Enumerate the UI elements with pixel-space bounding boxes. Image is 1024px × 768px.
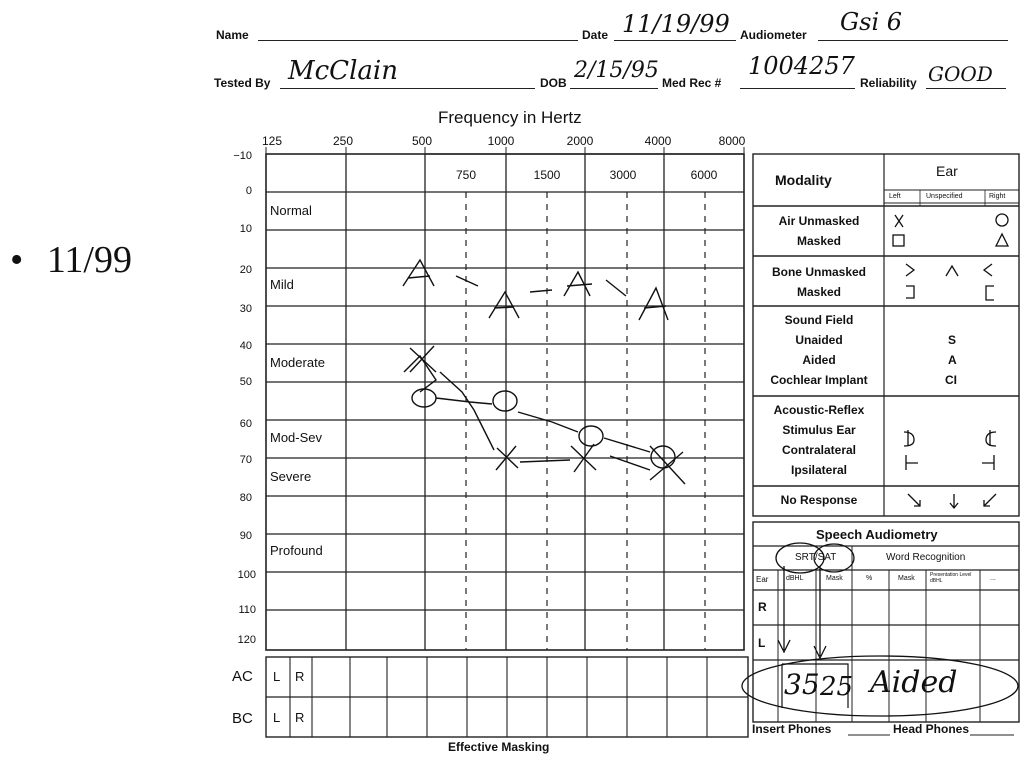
freq-label-750: 750: [455, 168, 477, 182]
dob-value: 2/15/95: [574, 58, 659, 83]
db-label-20: 20: [239, 264, 252, 276]
tested-by-value: McClain: [288, 56, 398, 86]
legend-contralateral: Contralateral: [781, 443, 857, 457]
legend-reflex-ipsi-right-icon: [982, 455, 994, 470]
speech-sat-value: 25: [820, 672, 854, 702]
freq-label-2000: 2000: [566, 134, 594, 148]
speech-col-ear: Ear: [756, 575, 769, 584]
head-phones-label: Head Phones: [893, 722, 970, 736]
bc-r-label: R: [295, 710, 305, 725]
aided-marks: [403, 260, 668, 320]
effective-masking-label: Effective Masking: [448, 740, 550, 754]
legend-square-icon: [893, 235, 904, 246]
audiometer-label: Audiometer: [740, 28, 807, 42]
legend-bone-masked: Masked: [796, 285, 842, 299]
speech-srt-value: 35: [784, 668, 820, 701]
db-label-m10: −10: [233, 150, 252, 162]
name-label: Name: [216, 28, 249, 42]
dob-label: DOB: [540, 76, 567, 90]
legend-sound-field: Sound Field: [784, 313, 854, 327]
legend-circle-icon: [996, 214, 1008, 226]
legend-noresp-right-icon: [984, 494, 996, 506]
date-value: 11/19/99: [622, 10, 730, 38]
legend-bone-masked-right-icon: [986, 286, 994, 300]
legend-modality: Modality: [775, 172, 832, 188]
legend-bone-masked-left-icon: [906, 286, 914, 298]
ac-l-label: L: [273, 669, 281, 684]
legend-aided: Aided: [802, 353, 836, 367]
db-label-80: 80: [239, 492, 252, 504]
db-label-40: 40: [239, 340, 252, 352]
db-label-10: 10: [239, 223, 252, 235]
legend-no-response: No Response: [780, 493, 858, 507]
grid-h-lines: [266, 192, 744, 610]
legend-x-icon: [895, 215, 903, 227]
legend-bone-left-icon: [906, 264, 914, 276]
speech-col-pres: Presentation Level dBHL: [930, 572, 972, 584]
speech-row-l: L: [758, 636, 766, 650]
speech-col-last: ...: [990, 575, 996, 582]
speech-word-recognition: Word Recognition: [886, 552, 966, 563]
legend-reflex-contra-left-icon: [904, 430, 914, 446]
legend-ear-left: Left: [889, 193, 901, 200]
category-mild: Mild: [270, 277, 294, 292]
reliability-label: Reliability: [860, 76, 917, 90]
category-moderate: Moderate: [270, 355, 325, 370]
medrec-label: Med Rec #: [662, 76, 722, 90]
legend-ear: Ear: [936, 163, 958, 179]
grid-frame: [266, 154, 744, 650]
db-label-0: 0: [245, 185, 252, 197]
insert-phones-label: Insert Phones: [752, 722, 832, 736]
speech-aided-note: Aided: [870, 665, 958, 700]
speech-row-r: R: [758, 600, 767, 614]
category-mod-sev: Mod-Sev: [270, 430, 323, 445]
legend-sf-s: S: [948, 333, 957, 347]
speech-col-dbhl: dBHL: [786, 575, 804, 582]
db-label-50: 50: [239, 376, 252, 388]
reliability-value: GOOD: [928, 62, 993, 86]
medrec-value: 1004257: [748, 52, 855, 80]
ac-r-label: R: [295, 669, 305, 684]
speech-srt-sat: SRT/SAT: [795, 552, 837, 563]
db-label-120: 120: [237, 634, 256, 646]
legend-air-masked: Masked: [796, 234, 842, 248]
freq-label-1000: 1000: [487, 134, 515, 148]
legend-triangle-icon: [996, 234, 1008, 246]
grid-v-lines: [346, 154, 664, 650]
legend-bone-right-icon: [984, 264, 992, 276]
legend-sf-ci: CI: [945, 373, 957, 387]
bc-l-label: L: [273, 710, 281, 725]
db-label-90: 90: [239, 530, 252, 542]
audiogram-title: Frequency in Hertz: [438, 108, 582, 127]
freq-label-4000: 4000: [644, 134, 672, 148]
db-label-60: 60: [239, 418, 252, 430]
date-label: Date: [582, 28, 609, 42]
legend-reflex-contra-right-icon: [986, 430, 996, 446]
db-label-110: 110: [238, 604, 256, 616]
tested-by-label: Tested By: [214, 76, 271, 90]
legend-unaided: Unaided: [795, 333, 843, 347]
bullet-glyph: •: [10, 239, 24, 281]
freq-label-6000: 6000: [690, 168, 718, 182]
speech-col-mask2: Mask: [898, 575, 915, 582]
bullet-text: 11/99: [46, 239, 132, 281]
category-severe: Severe: [270, 469, 312, 484]
audiometer-value: Gsi 6: [840, 8, 903, 36]
legend-acoustic-reflex: Acoustic-Reflex: [773, 403, 865, 417]
speech-title: Speech Audiometry: [816, 527, 938, 542]
legend-noresp-left-icon: [908, 494, 920, 506]
ac-label: AC: [232, 668, 253, 685]
category-normal: Normal: [270, 203, 312, 218]
speech-col-pct: %: [866, 575, 873, 582]
legend-ear-unspec: Unspecified: [926, 193, 963, 200]
freq-label-8000: 8000: [718, 134, 746, 148]
left-ear-x-marks: [404, 346, 685, 484]
legend-air-unmasked: Air Unmasked: [778, 214, 860, 228]
legend-cochlear: Cochlear Implant: [770, 373, 868, 387]
freq-label-250: 250: [332, 134, 354, 148]
legend-ear-right: Right: [989, 193, 1006, 200]
freq-label-125: 125: [261, 134, 283, 148]
category-profound: Profound: [270, 543, 323, 558]
legend-reflex-ipsi-left-icon: [906, 455, 918, 470]
freq-label-500: 500: [411, 134, 433, 148]
legend-sf-a: A: [948, 353, 957, 367]
legend-noresp-unspec-icon: [950, 494, 958, 508]
right-ear-o-marks: [412, 389, 675, 468]
db-label-70: 70: [239, 454, 252, 466]
freq-label-1500: 1500: [533, 168, 561, 182]
speech-col-mask: Mask: [826, 575, 843, 582]
freq-label-3000: 3000: [609, 168, 637, 182]
legend-bone-unmasked: Bone Unmasked: [771, 265, 867, 279]
legend-stimulus-ear: Stimulus Ear: [782, 423, 856, 437]
legend-ipsilateral: Ipsilateral: [790, 463, 848, 477]
legend-bone-unspec-icon: [946, 266, 958, 276]
db-label-100: 100: [237, 569, 256, 581]
bc-label: BC: [232, 710, 253, 727]
db-label-30: 30: [239, 303, 252, 315]
